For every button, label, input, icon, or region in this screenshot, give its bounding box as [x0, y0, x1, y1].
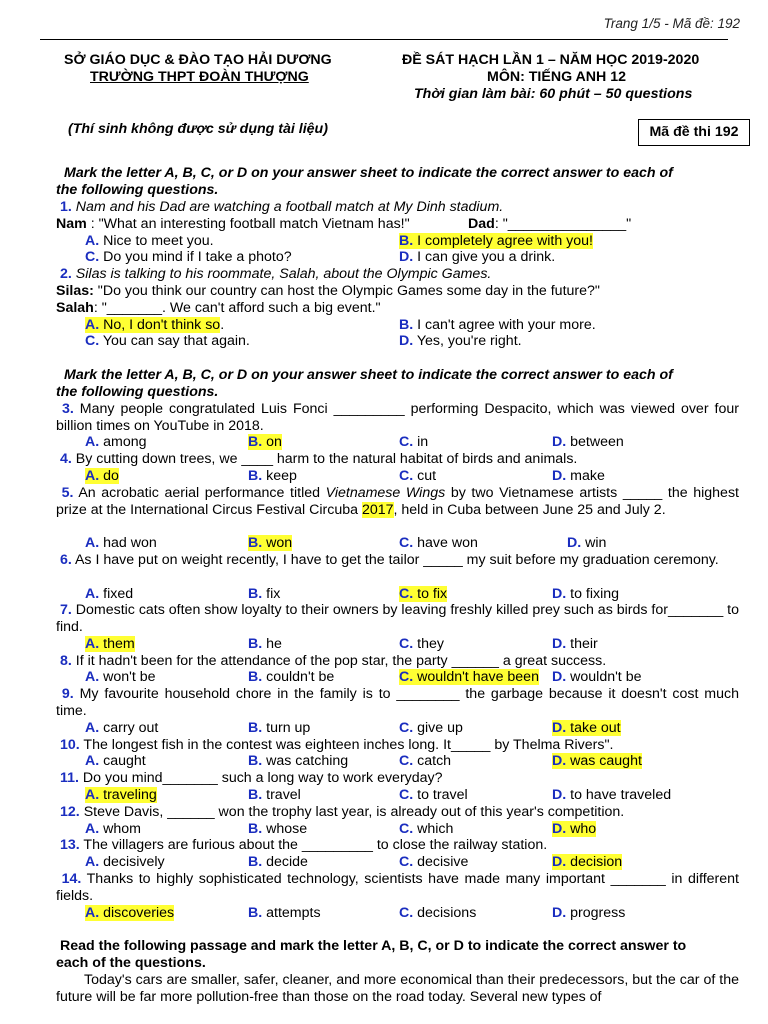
section2-instruction-cont: the following questions. [56, 384, 219, 400]
option-letter: C. [399, 753, 414, 769]
q10-option-c[interactable] [399, 753, 451, 770]
q10-option-b[interactable] [248, 753, 348, 770]
option-text-tail: . [220, 317, 225, 333]
question-number: 8. [60, 653, 72, 669]
q5-option-c[interactable] [399, 535, 478, 552]
q7-option-a[interactable] [85, 636, 135, 653]
option-text: Yes, you're right. [416, 333, 522, 349]
question-3 [56, 401, 739, 435]
option-letter: C. [399, 636, 414, 652]
option-letter: D. [552, 720, 567, 736]
question-13 [60, 837, 547, 854]
dialogue-line: "Do you think our country can host the Olympic Games some day in the future?" [93, 283, 600, 299]
option-letter: D. [552, 468, 567, 484]
option-text: catch [417, 753, 452, 769]
option-letter: A. [85, 753, 100, 769]
q8-option-c[interactable] [399, 669, 539, 686]
q8-option-b[interactable] [248, 669, 334, 686]
q11-option-b[interactable] [248, 787, 301, 804]
q2-option-b[interactable] [399, 317, 596, 334]
q9-option-c[interactable] [399, 720, 463, 737]
option-letter: C. [399, 720, 414, 736]
option-letter: B. [248, 720, 263, 736]
question-text: My favourite household chore in the family is to ________ the garbage because it doesn't cost much time. [56, 686, 739, 719]
question-text: Do you mind_______ such a long way to work everyday? [82, 770, 443, 786]
q3-option-b[interactable] [248, 434, 282, 451]
question-text: If it hadn't been for the attendance of the pop star, the party ______ a great success. [75, 653, 607, 669]
q14-option-c[interactable] [399, 905, 476, 922]
q11-option-d[interactable] [552, 787, 671, 804]
question-11 [60, 770, 443, 787]
option-letter: C. [85, 249, 100, 265]
q3-option-c[interactable] [399, 434, 428, 451]
time-limit: Thời gian làm bài: 60 phút – 50 questions [414, 86, 693, 102]
option-text: caught [103, 753, 146, 769]
highlighted-year: 2017 [361, 501, 394, 518]
q4-option-c[interactable] [399, 468, 436, 485]
question-text: As I have put on weight recently, I have to get the tailor _____ my suit before my graduation ceremony. [74, 552, 719, 568]
dialogue-line: : "_______. We can't afford such a big event." [93, 300, 381, 316]
option-letter: C. [399, 468, 414, 484]
q13-option-b[interactable] [248, 854, 308, 871]
option-text: decision [570, 854, 623, 870]
q13-option-a[interactable] [85, 854, 165, 871]
option-text: was catching [266, 753, 349, 769]
option-letter: D. [552, 787, 567, 803]
option-text: Do you mind if I take a photo? [103, 249, 292, 265]
question-number: 6. [59, 552, 72, 568]
q10-option-a[interactable] [85, 753, 146, 770]
option-text: fixed [103, 586, 134, 602]
question-text-italic: Vietnamese Wings [325, 485, 446, 501]
q14-option-a[interactable] [85, 905, 174, 922]
option-letter: D. [552, 669, 567, 685]
option-letter: D. [399, 333, 414, 349]
question-9 [56, 686, 739, 720]
q4-option-d[interactable] [552, 468, 605, 485]
option-text: travel [266, 787, 301, 803]
option-text: decisively [103, 854, 165, 870]
option-text: on [266, 434, 282, 450]
option-text: give up [417, 720, 463, 736]
option-text: decide [266, 854, 308, 870]
subject: MÔN: TIẾNG ANH 12 [487, 69, 626, 85]
option-text: who [570, 821, 597, 837]
question-number: 2. [60, 266, 72, 282]
question-number: 11. [60, 770, 79, 786]
speaker: Dad [468, 216, 495, 232]
question-number: 1. [60, 199, 72, 215]
q1-option-d[interactable] [399, 249, 555, 266]
option-letter: A. [85, 720, 100, 736]
question-number: 4. [60, 451, 72, 467]
q12-option-c[interactable] [399, 821, 453, 838]
option-letter: C. [399, 905, 414, 921]
option-letter: B. [248, 821, 263, 837]
option-text: make [570, 468, 605, 484]
option-letter: B. [248, 586, 263, 602]
option-text: won [266, 535, 293, 551]
option-text: to have traveled [570, 787, 672, 803]
option-letter: D. [552, 636, 567, 652]
option-text: their [570, 636, 598, 652]
q12-option-d[interactable] [552, 821, 596, 838]
q14-option-d[interactable] [552, 905, 625, 922]
question-4 [60, 451, 577, 468]
option-letter: B. [248, 535, 263, 551]
q2-option-c[interactable] [85, 333, 250, 350]
option-letter: D. [552, 905, 567, 921]
q11-option-a[interactable] [85, 787, 157, 804]
question-14 [56, 871, 739, 905]
option-letter: C. [399, 434, 414, 450]
question-text: Many people congratulated Luis Fonci _________ performing Despacito, which was viewed over four billion times on YouTube in 2018. [56, 401, 739, 434]
option-letter: A. [85, 787, 100, 803]
question-text: by two Vietnamese artists _____ the highest prize at the International Circus Festival Circuba [56, 485, 739, 518]
option-text: had won [103, 535, 157, 551]
q5-option-a[interactable] [85, 535, 157, 552]
option-letter: C. [399, 821, 414, 837]
option-text: I can't agree with your more. [417, 317, 596, 333]
option-letter: C. [85, 333, 100, 349]
option-text: to fix [417, 586, 448, 602]
q13-option-c[interactable] [399, 854, 468, 871]
speaker: Nam [56, 216, 87, 232]
q11-option-c[interactable] [399, 787, 468, 804]
option-text: to fixing [570, 586, 620, 602]
question-7 [56, 602, 739, 636]
option-letter: A. [85, 434, 100, 450]
q8-option-a[interactable] [85, 669, 156, 686]
section2-instruction: Mark the letter A, B, C, or D on your answer sheet to indicate the correct answer to each of [64, 367, 673, 383]
question-12 [60, 804, 624, 821]
question-text: The longest fish in the contest was eighteen inches long. It_____ by Thelma Rivers". [83, 737, 614, 753]
q14-option-b[interactable] [248, 905, 321, 922]
option-letter: B. [399, 233, 414, 249]
option-text: fix [266, 586, 281, 602]
dialogue-line: : "_______________" [494, 216, 632, 232]
question-text: Steve Davis, ______ won the trophy last year, is already out of this year's competition. [83, 804, 625, 820]
q2-option-d[interactable] [399, 333, 522, 350]
option-letter: C. [399, 586, 414, 602]
option-text: discoveries [103, 905, 175, 921]
question-text: Domestic cats often show loyalty to their owners by leaving freshly killed prey such as birds for_______ to find. [56, 602, 739, 635]
option-text: take out [570, 720, 621, 736]
option-letter: D. [552, 821, 567, 837]
question-8 [60, 653, 606, 670]
option-text: I completely agree with you! [417, 233, 593, 249]
option-letter: B. [248, 753, 263, 769]
option-letter: A. [85, 233, 100, 249]
question-10 [60, 737, 613, 754]
option-text: whom [103, 821, 141, 837]
option-letter: B. [399, 317, 414, 333]
q4-option-a[interactable] [85, 468, 119, 485]
option-text: win [585, 535, 607, 551]
exam-title: ĐỀ SÁT HẠCH LẦN 1 – NĂM HỌC 2019-2020 [402, 52, 700, 68]
option-text: in [417, 434, 429, 450]
option-text: You can say that again. [102, 333, 250, 349]
option-letter: B. [248, 905, 263, 921]
question-number: 3. [61, 401, 74, 417]
q9-option-a[interactable] [85, 720, 158, 737]
option-letter: D. [552, 854, 567, 870]
option-letter: C. [399, 787, 414, 803]
question-number: 9. [61, 686, 74, 702]
context-text: Nam and his Dad are watching a football match at My Dinh stadium. [75, 199, 504, 215]
option-letter: B. [248, 468, 263, 484]
option-text: was caught [570, 753, 642, 769]
question-2-context [60, 266, 491, 283]
option-letter: C. [399, 669, 414, 685]
q2-option-a[interactable] [85, 317, 224, 334]
option-text: attempts [266, 905, 321, 921]
option-letter: A. [85, 905, 100, 921]
q12-option-a[interactable] [85, 821, 141, 838]
q6-option-a[interactable] [85, 586, 133, 603]
option-letter: B. [248, 636, 263, 652]
reading-passage: Today's cars are smaller, safer, cleaner, and more economical than their predecessors, but the car of the future will be far more pollution-free than those on the road today. Several new types of [56, 972, 739, 1005]
q8-option-d[interactable] [552, 669, 641, 686]
no-materials-note: (Thí sinh không được sử dụng tài liệu) [68, 121, 328, 137]
section3-instruction: Read the following passage and mark the letter A, B, C, or D to indicate the correct answer to [60, 938, 687, 954]
option-text: wouldn't have been [417, 669, 539, 685]
q6-option-c[interactable] [399, 586, 447, 603]
question-number: 10. [60, 737, 80, 753]
option-letter: A. [85, 669, 100, 685]
option-text: progress [570, 905, 626, 921]
option-text: whose [266, 821, 308, 837]
exam-code-box: Mã đề thi 192 [638, 119, 750, 146]
option-text: among [103, 434, 147, 450]
question-5 [56, 485, 739, 519]
option-text: between [570, 434, 624, 450]
question-6 [56, 552, 739, 569]
option-text: do [103, 468, 119, 484]
question-number: 14. [61, 871, 82, 887]
question-number: 13. [60, 837, 80, 853]
option-text: couldn't be [266, 669, 335, 685]
q9-option-b[interactable] [248, 720, 310, 737]
option-text: wouldn't be [570, 669, 642, 685]
option-letter: B. [248, 434, 263, 450]
option-text: to travel [417, 787, 468, 803]
q7-option-b[interactable] [248, 636, 282, 653]
option-letter: A. [85, 821, 100, 837]
school-name: TRƯỜNG THPT ĐOÀN THƯỢNG [90, 69, 309, 85]
q7-option-c[interactable] [399, 636, 444, 653]
option-text: keep [266, 468, 297, 484]
option-text: them [103, 636, 135, 652]
speaker: Salah [56, 300, 94, 316]
question-2-dialogue-2 [56, 300, 381, 317]
option-text: carry out [103, 720, 159, 736]
option-text: they [417, 636, 444, 652]
option-letter: A. [85, 535, 100, 551]
question-text: By cutting down trees, we ____ harm to the natural habitat of birds and animals. [75, 451, 578, 467]
speaker: Silas: [56, 283, 94, 299]
q12-option-b[interactable] [248, 821, 307, 838]
option-text: have won [417, 535, 478, 551]
section1-instruction: Mark the letter A, B, C, or D on your answer sheet to indicate the correct answer to each of [64, 165, 673, 181]
q1-option-b[interactable] [399, 233, 593, 250]
option-letter: B. [248, 854, 263, 870]
section1-instruction-cont: the following questions. [56, 182, 219, 198]
option-text: decisive [417, 854, 469, 870]
question-number: 12. [60, 804, 80, 820]
section3-instruction-cont: each of the questions. [56, 955, 206, 971]
question-number: 5. [61, 485, 74, 501]
q4-option-b[interactable] [248, 468, 297, 485]
option-text: cut [417, 468, 437, 484]
option-letter: D. [552, 753, 567, 769]
q5-option-d[interactable] [567, 535, 606, 552]
option-letter: D. [567, 535, 582, 551]
header-rule [40, 39, 728, 40]
q6-option-d[interactable] [552, 586, 619, 603]
option-text: won't be [103, 669, 156, 685]
option-text: No, I don't think so [103, 317, 221, 333]
option-letter: A. [85, 854, 100, 870]
option-text: he [266, 636, 282, 652]
q13-option-d[interactable] [552, 854, 622, 871]
option-letter: D. [552, 586, 567, 602]
q9-option-d[interactable] [552, 720, 621, 737]
question-number: 7. [59, 602, 72, 618]
option-letter: C. [399, 535, 414, 551]
q3-option-a[interactable] [85, 434, 147, 451]
option-text: I can give you a drink. [417, 249, 556, 265]
q5-option-b[interactable] [248, 535, 292, 552]
option-letter: A. [85, 636, 100, 652]
question-text: , held in Cuba between June 25 and July 2. [393, 501, 666, 518]
question-1-dialogue [56, 216, 410, 233]
question-1-context [60, 199, 503, 216]
option-letter: D. [399, 249, 414, 265]
option-letter: A. [85, 468, 100, 484]
option-text: Nice to meet you. [103, 233, 214, 249]
q6-option-b[interactable] [248, 586, 280, 603]
option-letter: C. [399, 854, 414, 870]
q7-option-d[interactable] [552, 636, 598, 653]
option-letter: D. [552, 434, 567, 450]
option-letter: B. [248, 787, 263, 803]
dialogue-line: : "What an interesting football match Vietnam has!" [86, 216, 410, 232]
question-text: An acrobatic aerial performance titled [78, 485, 326, 501]
q3-option-d[interactable] [552, 434, 624, 451]
option-letter: B. [248, 669, 263, 685]
page-code: Trang 1/5 - Mã đề: 192 [603, 16, 740, 31]
question-text: The villagers are furious about the _________ to close the railway station. [83, 837, 548, 853]
question-text: Thanks to highly sophisticated technology, scientists have made many important _______ in different fields. [56, 871, 739, 904]
option-letter: A. [85, 317, 100, 333]
option-text: which [417, 821, 454, 837]
context-text: Silas is talking to his roommate, Salah, about the Olympic Games. [75, 266, 492, 282]
option-text: traveling [103, 787, 157, 803]
q1-option-c[interactable] [85, 249, 292, 266]
q10-option-d[interactable] [552, 753, 642, 770]
option-text: turn up [266, 720, 311, 736]
option-text: decisions [417, 905, 477, 921]
question-2-dialogue [56, 283, 600, 300]
option-letter: A. [85, 586, 100, 602]
q1-option-a[interactable] [85, 233, 214, 250]
department-name: SỞ GIÁO DỤC & ĐÀO TẠO HẢI DƯƠNG [64, 52, 332, 68]
question-1-dialogue-2 [468, 216, 631, 233]
